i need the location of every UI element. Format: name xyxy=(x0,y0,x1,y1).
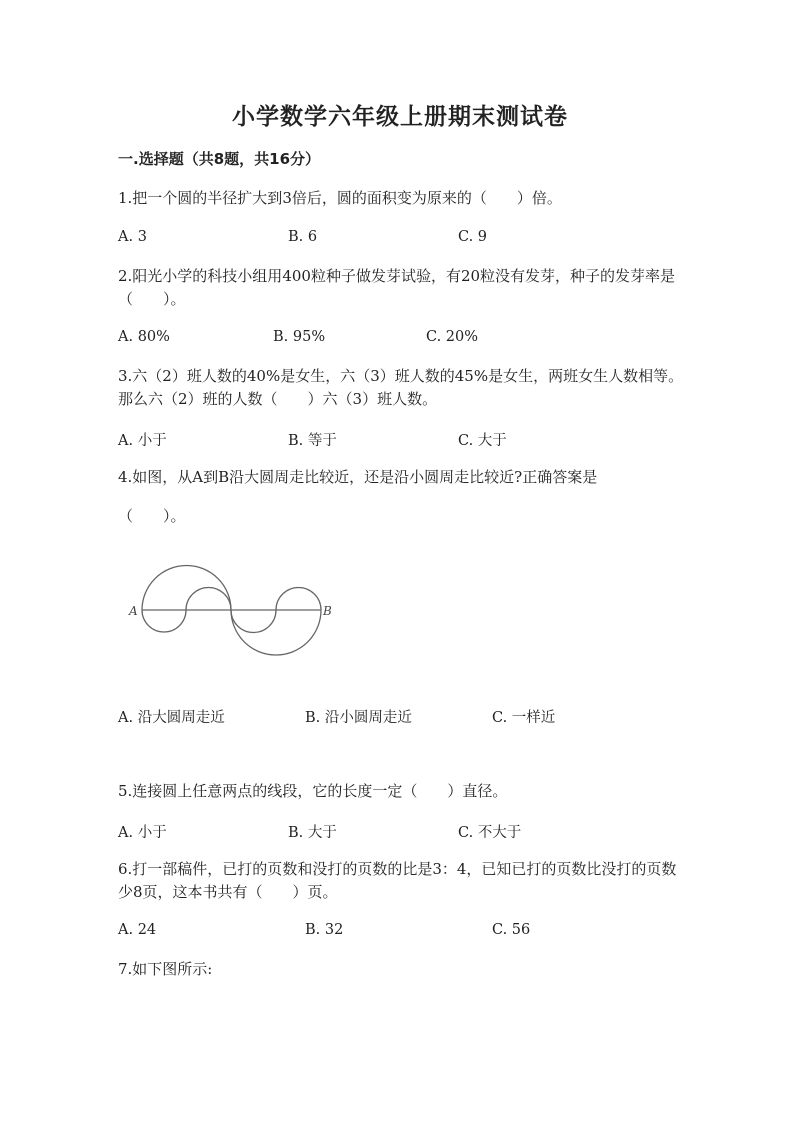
page-title: 小学数学六年级上册期末测试卷 xyxy=(232,103,568,130)
question-1-option-b: B. 6 xyxy=(288,229,318,245)
question-6-option-c: C. 56 xyxy=(492,922,531,938)
question-4-option-c: C. 一样近 xyxy=(492,710,556,726)
question-2-option-a: A. 80% xyxy=(118,329,170,345)
question-1-option-c: C. 9 xyxy=(458,229,488,245)
question-5-option-c: C. 不大于 xyxy=(458,825,522,841)
question-3-option-a: A. 小于 xyxy=(118,433,167,449)
question-4-option-a: A. 沿大圆周走近 xyxy=(118,710,225,726)
question-2-option-b: B. 95% xyxy=(273,329,326,345)
question-1-option-a: A. 3 xyxy=(118,229,147,245)
question-4-text: 4.如图，从A到B沿大圆周走比较近，还是沿小圆周走比较近?正确答案是 xyxy=(118,468,598,486)
question-6-option-a: A. 24 xyxy=(118,922,157,938)
point-a-label: A xyxy=(129,604,138,618)
question-4-option-b: B. 沿小圆周走近 xyxy=(305,710,412,726)
question-6-option-b: B. 32 xyxy=(305,922,344,938)
section-heading: 一.选择题（共8题，共16分） xyxy=(118,150,321,168)
question-2-text: 2.阳光小学的科技小组用400粒种子做发芽试验，有20粒没有发芽，种子的发芽率是（ ）。 xyxy=(118,267,676,308)
question-1-text: 1.把一个圆的半径扩大到3倍后，圆的面积变为原来的（ ）倍。 xyxy=(118,189,562,207)
question-4-answer-blank: （ ）。 xyxy=(118,507,186,525)
question-3-option-c: C. 大于 xyxy=(458,433,507,449)
question-5-option-b: B. 大于 xyxy=(288,825,337,841)
question-3-text: 3.六（2）班人数的40%是女生，六（3）班人数的45%是女生，两班女生人数相等。那么六（2）班的人数（ ）六（3）班人数。 xyxy=(118,367,684,408)
point-b-label: B xyxy=(323,604,332,618)
question-6-text: 6.打一部稿件，已打的页数和没打的页数的比是3：4，已知已打的页数比没打的页数少8页，这本书共有（ ）页。 xyxy=(118,860,677,901)
circles-figure xyxy=(125,556,345,670)
question-5-option-a: A. 小于 xyxy=(118,825,167,841)
question-7-text: 7.如下图所示: xyxy=(118,960,213,978)
question-5-text: 5.连接圆上任意两点的线段，它的长度一定（ ）直径。 xyxy=(118,782,508,800)
question-3-option-b: B. 等于 xyxy=(288,433,337,449)
question-2-option-c: C. 20% xyxy=(426,329,479,345)
